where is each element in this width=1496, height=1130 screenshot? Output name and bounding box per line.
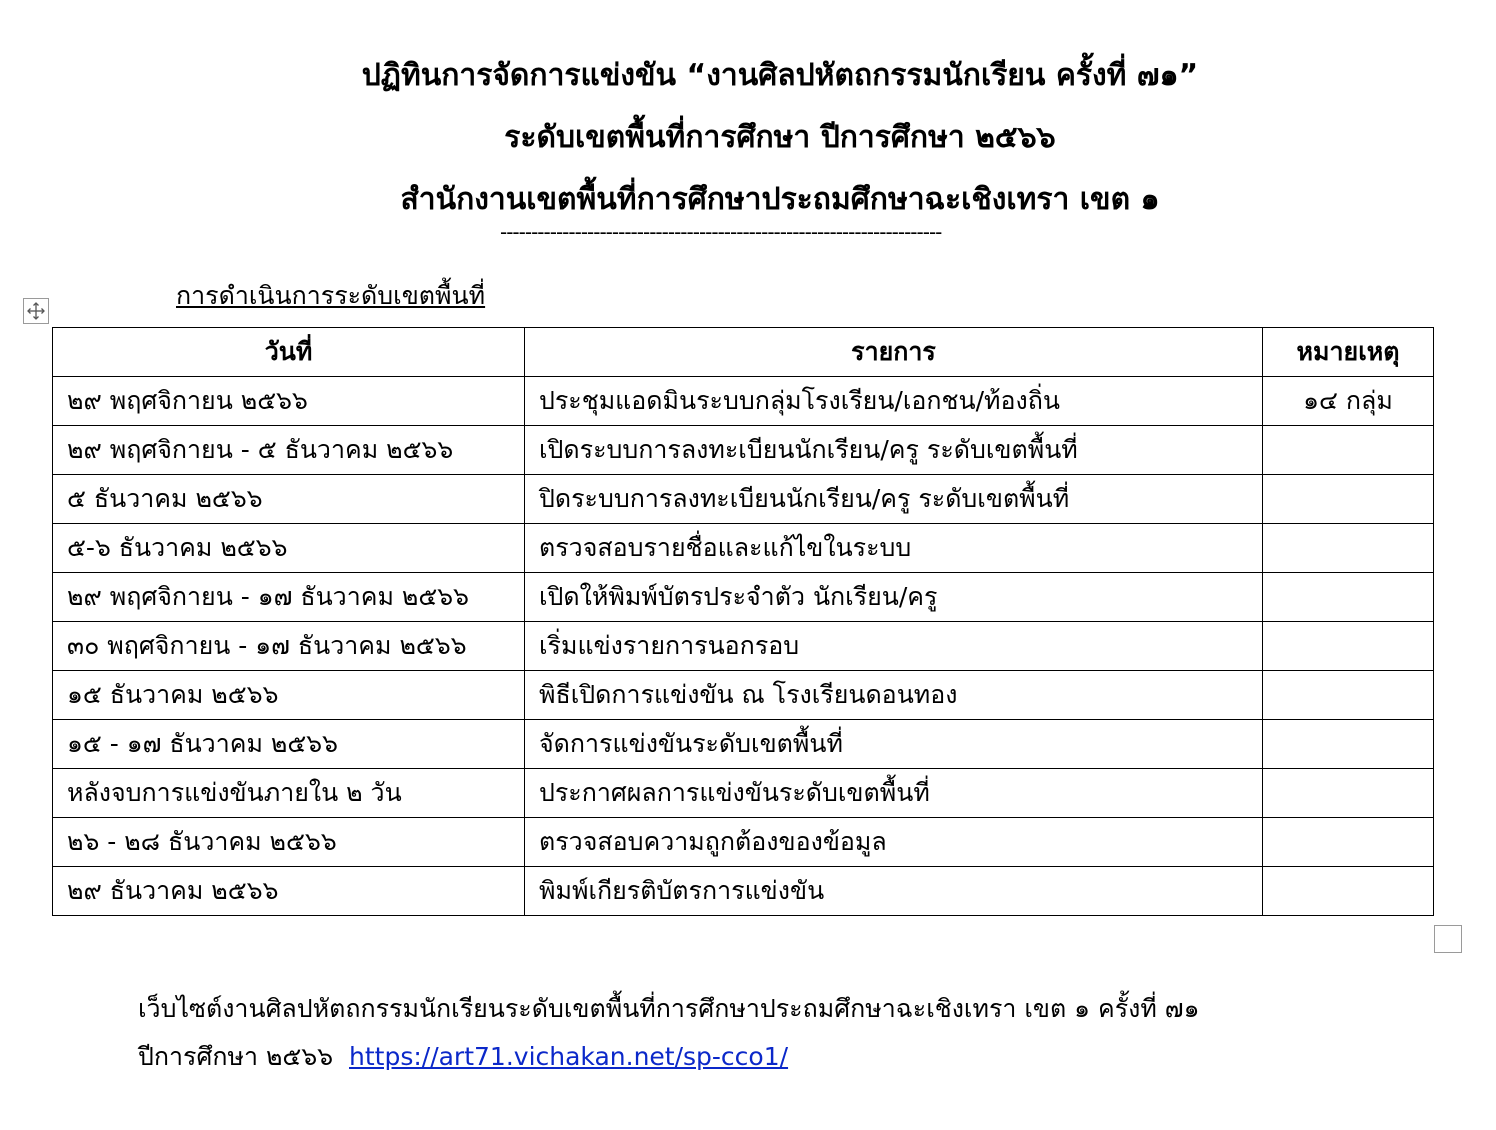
cell-note bbox=[1263, 524, 1434, 573]
table-row bbox=[53, 426, 1434, 475]
header-note: หมายเหตุ bbox=[1263, 328, 1434, 377]
cell-item: เริ่มแข่งรายการนอกรอบ bbox=[525, 622, 1263, 671]
cell-note bbox=[1263, 818, 1434, 867]
cell-date: ๑๕ - ๑๗ ธันวาคม ๒๕๖๖ bbox=[53, 720, 525, 769]
cell-note bbox=[1263, 475, 1434, 524]
cell-date: ๕-๖ ธันวาคม ๒๕๖๖ bbox=[53, 524, 525, 573]
cell-item: พิมพ์เกียรติบัตรการแข่งขัน bbox=[525, 867, 1263, 916]
cell-date: ๒๖ - ๒๘ ธันวาคม ๒๕๖๖ bbox=[53, 818, 525, 867]
title-line-1: ปฏิทินการจัดการแข่งขัน “งานศิลปหัตถกรรมนักเรียน ครั้งที่ ๗๑” bbox=[361, 58, 1199, 93]
cell-item: ประกาศผลการแข่งขันระดับเขตพื้นที่ bbox=[525, 769, 1263, 818]
title-line-2: ระดับเขตพื้นที่การศึกษา ปีการศึกษา ๒๕๖๖ bbox=[504, 120, 1056, 155]
cell-item: จัดการแข่งขันระดับเขตพื้นที่ bbox=[525, 720, 1263, 769]
title-separator: ----------------------------------------------------------------------- bbox=[500, 220, 942, 244]
cell-note bbox=[1263, 622, 1434, 671]
table-row bbox=[53, 524, 1434, 573]
footer-line-1: เว็บไซต์งานศิลปหัตถกรรมนักเรียนระดับเขตพื้นที่การศึกษาประถมศึกษาฉะเชิงเทรา เขต ๑ ครั้งที่ ๗๑ bbox=[138, 994, 1200, 1023]
table-row bbox=[53, 573, 1434, 622]
resize-square-icon[interactable] bbox=[1434, 925, 1462, 953]
cell-note bbox=[1263, 426, 1434, 475]
cell-item: เปิดให้พิมพ์บัตรประจำตัว นักเรียน/ครู bbox=[525, 573, 1263, 622]
table-row bbox=[53, 475, 1434, 524]
header-item: รายการ bbox=[525, 328, 1263, 377]
cell-date: ๕ ธันวาคม ๒๕๖๖ bbox=[53, 475, 525, 524]
table-row bbox=[53, 769, 1434, 818]
table-row bbox=[53, 867, 1434, 916]
cell-note: ๑๔ กลุ่ม bbox=[1263, 377, 1434, 426]
cell-item: เปิดระบบการลงทะเบียนนักเรียน/ครู ระดับเขตพื้นที่ bbox=[525, 426, 1263, 475]
footer-year: ปีการศึกษา ๒๕๖๖ bbox=[138, 1042, 334, 1071]
move-arrows-glyph bbox=[26, 301, 46, 321]
cell-item: พิธีเปิดการแข่งขัน ณ โรงเรียนดอนทอง bbox=[525, 671, 1263, 720]
website-link[interactable]: https://art71.vichakan.net/sp-cco1/ bbox=[349, 1042, 789, 1071]
cell-date: หลังจบการแข่งขันภายใน ๒ วัน bbox=[53, 769, 525, 818]
cell-date: ๑๕ ธันวาคม ๒๕๖๖ bbox=[53, 671, 525, 720]
cell-note bbox=[1263, 867, 1434, 916]
move-arrows-icon[interactable] bbox=[23, 298, 49, 324]
footer-line-2 bbox=[138, 1033, 1199, 1081]
cell-date: ๒๙ พฤศจิกายน - ๕ ธันวาคม ๒๕๖๖ bbox=[53, 426, 525, 475]
cell-date: ๓๐ พฤศจิกายน - ๑๗ ธันวาคม ๒๕๖๖ bbox=[53, 622, 525, 671]
table-row bbox=[53, 377, 1434, 426]
cell-item: ตรวจสอบความถูกต้องของข้อมูล bbox=[525, 818, 1263, 867]
title-line-3: สำนักงานเขตพื้นที่การศึกษาประถมศึกษาฉะเชิงเทรา เขต ๑ bbox=[400, 182, 1160, 217]
footer bbox=[138, 985, 1199, 1081]
cell-date: ๒๙ พฤศจิกายน - ๑๗ ธันวาคม ๒๕๖๖ bbox=[53, 573, 525, 622]
table-row bbox=[53, 671, 1434, 720]
cell-item: ตรวจสอบรายชื่อและแก้ไขในระบบ bbox=[525, 524, 1263, 573]
cell-date: ๒๙ ธันวาคม ๒๕๖๖ bbox=[53, 867, 525, 916]
header-date: วันที่ bbox=[53, 328, 525, 377]
table-row bbox=[53, 622, 1434, 671]
cell-item: ประชุมแอดมินระบบกลุ่มโรงเรียน/เอกชน/ท้องถิ่น bbox=[525, 377, 1263, 426]
cell-note bbox=[1263, 720, 1434, 769]
document-title bbox=[0, 45, 1496, 231]
cell-note bbox=[1263, 671, 1434, 720]
table-row bbox=[53, 720, 1434, 769]
cell-note bbox=[1263, 769, 1434, 818]
cell-note bbox=[1263, 573, 1434, 622]
table-row bbox=[53, 818, 1434, 867]
cell-item: ปิดระบบการลงทะเบียนนักเรียน/ครู ระดับเขตพื้นที่ bbox=[525, 475, 1263, 524]
section-heading: การดำเนินการระดับเขตพื้นที่ bbox=[176, 281, 486, 310]
table-header-row bbox=[53, 328, 1434, 377]
cell-date: ๒๙ พฤศจิกายน ๒๕๖๖ bbox=[53, 377, 525, 426]
schedule-table bbox=[52, 327, 1434, 916]
